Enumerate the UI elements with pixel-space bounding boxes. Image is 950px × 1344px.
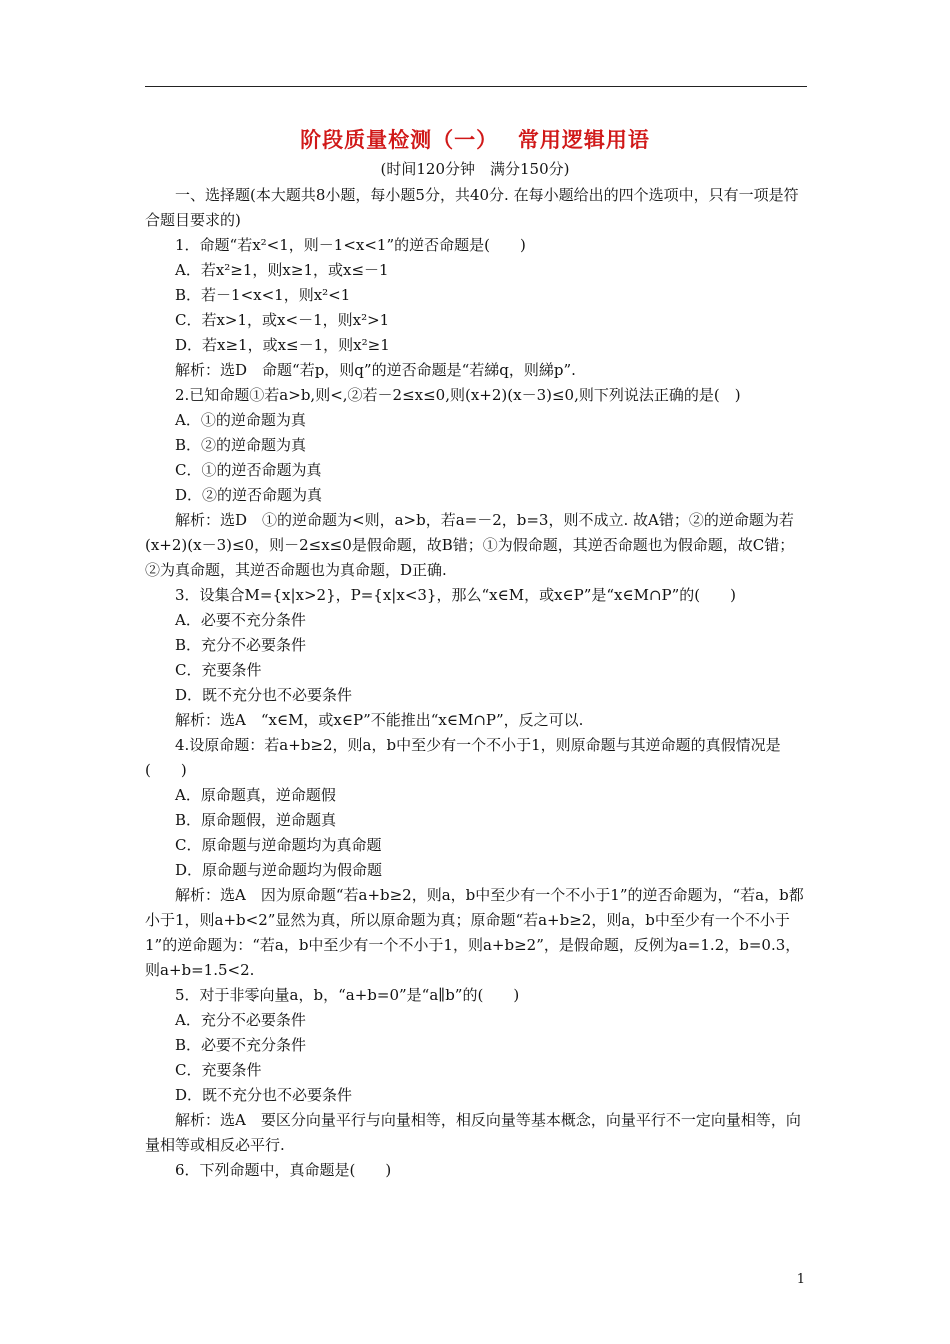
answer-option: D．既不充分也不必要条件 [175,686,353,704]
answer-option: D．若x≥1，或x≤－1，则x²≥1 [175,336,390,354]
answer-option: A．必要不充分条件 [175,611,306,629]
text-paragraph: 解析：选A “x∈M，或x∈P”不能推出“x∈M∩P”，反之可以. [175,711,584,729]
answer-option: B．原命题假，逆命题真 [175,811,337,829]
answer-option: C．①的逆否命题为真 [175,461,322,479]
answer-option: B．必要不充分条件 [175,1036,307,1054]
answer-option: C．充要条件 [175,661,262,679]
answer-option: C．若x>1，或x<－1，则x²>1 [175,311,390,329]
answer-option: B．②的逆命题为真 [175,436,307,454]
answer-option: B．若－1<x<1，则x²<1 [175,286,351,304]
answer-option: A．原命题真，逆命题假 [175,786,336,804]
text-paragraph: 一、选择题(本大题共8小题，每小题5分，共40分. 在每小题给出的四个选项中，只有一项是符合题目要求的) [145,186,799,229]
page-title: 阶段质量检测（一） 常用逻辑用语 [300,127,650,152]
answer-option: C．充要条件 [175,1061,262,1079]
text-paragraph: 解析：选A 因为原命题“若a+b≥2，则a，b中至少有一个不小于1”的逆否命题为，“若a，b都小于1，则a+b<2”显然为真，所以原命题为真；原命题“若a+b≥2，则a，b中至少有一个不小于1”的逆命题为：“若a，b中至少有一个不小于1，则a+b≥2”，是假命题，反例为a=1.2，b=0.3，则a+b=1.5<2. [145,886,804,979]
text-paragraph: 解析：选D ①的逆命题为<则，a>b，若a=－2，b=3，则不成立. 故A错；②的逆命题为若(x+2)(x－3)≤0，则－2≤x≤0是假命题，故B错；①为假命题，其逆否命题也为假命题，故C错；②为真命题，其逆否命题也为真命题，D正确. [145,511,795,579]
text-paragraph: 3．设集合M={x|x>2}，P={x|x<3}，那么“x∈M，或x∈P”是“x∈M∩P”的( ) [175,586,737,604]
answer-option: C．原命题与逆命题均为真命题 [175,836,382,854]
answer-option: D．②的逆否命题为真 [175,486,323,504]
text-paragraph: 解析：选A 要区分向量平行与向量相等，相反向量等基本概念，向量平行不一定向量相等，向量相等或相反必平行. [145,1111,801,1154]
page-subtitle: (时间120分钟 满分150分) [380,160,570,178]
header-rule [145,86,807,87]
text-paragraph: 1．命题“若x²<1，则－1<x<1”的逆否命题是( ) [175,236,526,254]
page-number: 1 [796,1272,805,1287]
answer-option: A．①的逆命题为真 [175,411,306,429]
document-body [145,183,807,1183]
text-paragraph: 6．下列命题中，真命题是( ) [175,1161,392,1179]
answer-option: A．充分不必要条件 [175,1011,306,1029]
answer-option: A．若x²≥1，则x≥1，或x≤－1 [175,261,389,279]
answer-option: B．充分不必要条件 [175,636,307,654]
text-paragraph: 4.设原命题：若a+b≥2，则a，b中至少有一个不小于1，则原命题与其逆命题的真假情况是( ) [145,736,781,779]
text-paragraph: 5．对于非零向量a，b，“a+b=0”是“a∥b”的( ) [175,986,520,1004]
answer-option: D．原命题与逆命题均为假命题 [175,861,383,879]
text-paragraph: 解析：选D 命题“若p，则q”的逆否命题是“若綈q，则綈p”. [175,361,576,379]
text-paragraph: 2.已知命题①若a>b,则<,②若－2≤x≤0,则(x+2)(x－3)≤0,则下列说法正确的是( ) [175,386,741,404]
answer-option: D．既不充分也不必要条件 [175,1086,353,1104]
